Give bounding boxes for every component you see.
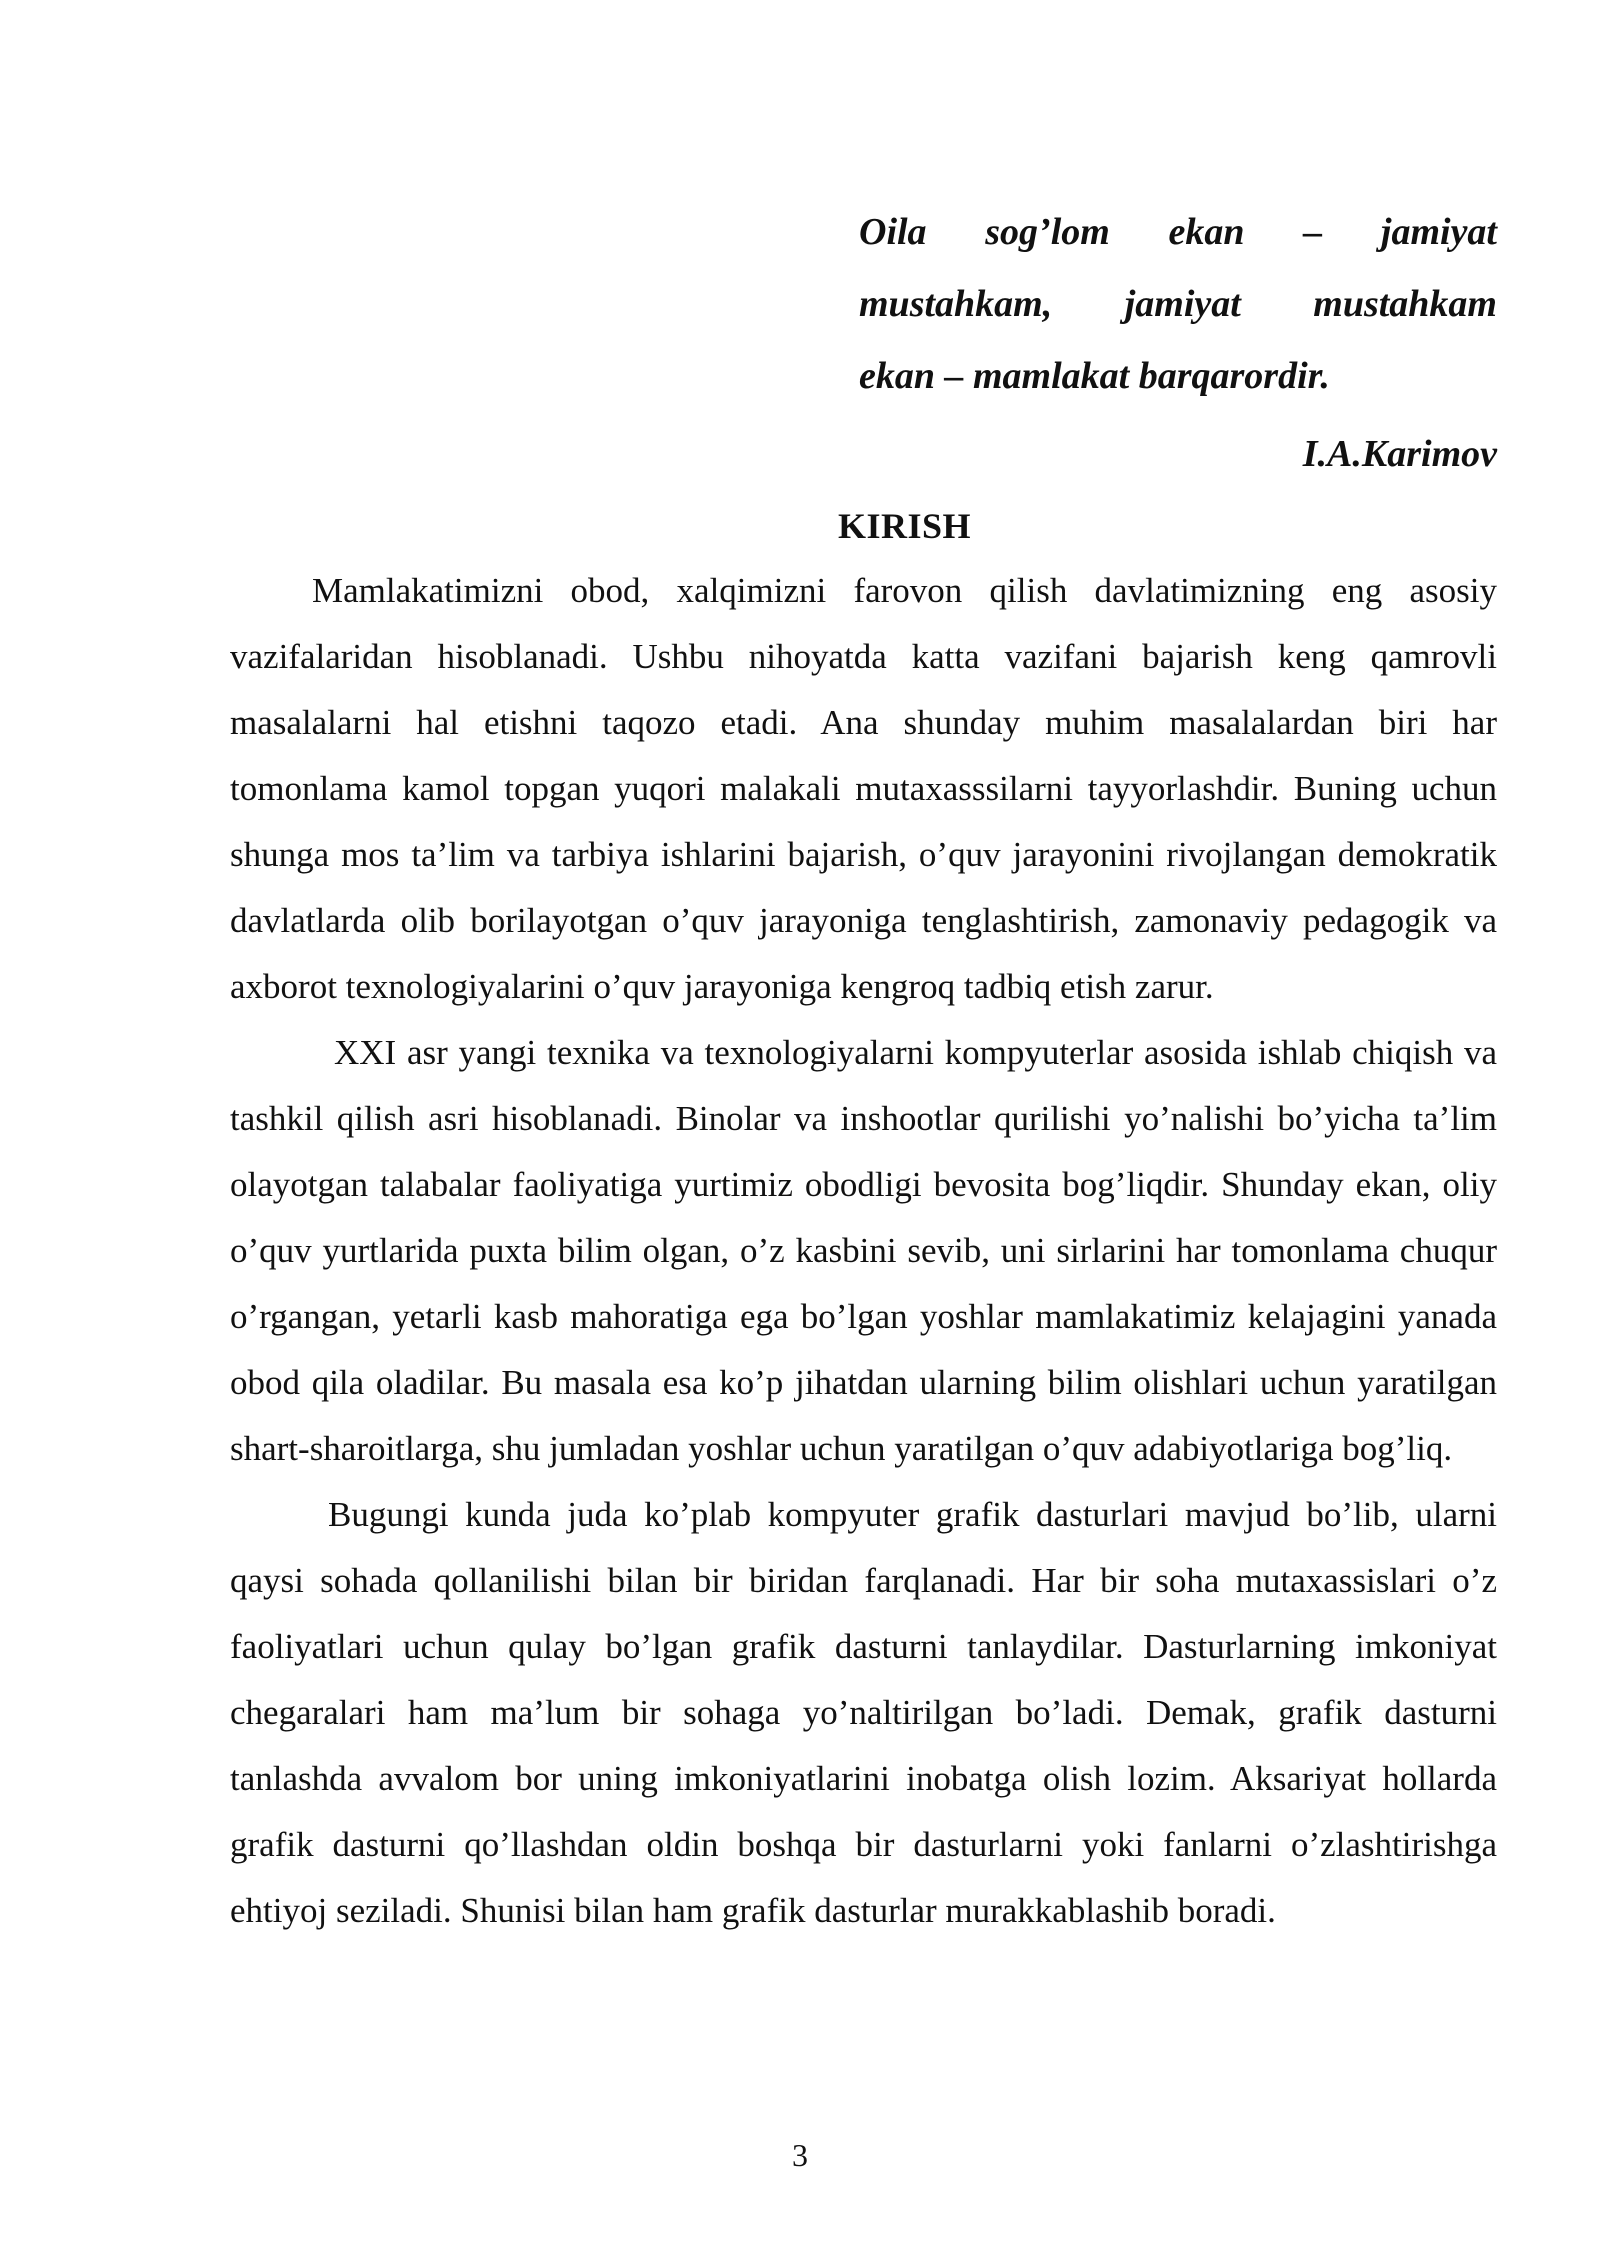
paragraph: XXI asr yangi texnika va texnologiyalarni kompyuterlar asosida ishlab chiqish va tashkil qilish asri hisoblanadi. Binolar va inshootlar qurilishi yo’nalishi bo’yicha ta’lim olayotgan talabalar faoliyatiga yurtimiz obodligi bevosita bog’liqdir. Shunday ekan, oliy o’quv yurtlarida puxta bilim olgan, o’z kasbini sevib, uni sirlarini har tomonlama chuqur o’rgangan, yetarli kasb mahoratiga ega bo’lgan yoshlar mamlakatimiz kelajagini yanada obod qila oladilar. Bu masala esa ko’p jihatdan ularning bilim olishlari uchun yaratilgan shart-sharoitlarga, shu jumladan yoshlar uchun yaratilgan o’quv adabiyotlariga bog’liq. xyxy=(230,1033,1497,1468)
epigraph-line: mustahkam, jamiyat mustahkam xyxy=(859,283,1497,325)
epigraph-author: I.A.Karimov xyxy=(1302,433,1497,475)
epigraph-line: ekan – mamlakat barqarordir. xyxy=(859,355,1330,397)
section-heading-text: KIRISH xyxy=(838,506,972,546)
epigraph xyxy=(859,196,1497,412)
document-body xyxy=(230,558,1497,1944)
page-number: 3 xyxy=(792,2137,808,2173)
epigraph-line: Oila sog’lom ekan – jamiyat xyxy=(859,211,1497,253)
paragraph: Bugungi kunda juda ko’plab kompyuter grafik dasturlari mavjud bo’lib, ularni qaysi sohada qollanilishi bilan bir biridan farqlanadi. Har bir soha mutaxassislari o’z faoliyatlari uchun qulay bo’lgan grafik dasturni tanlaydilar. Dasturlarning imkoniyat chegaralari ham ma’lum bir sohaga yo’naltirilgan bo’ladi. Demak, grafik dasturni tanlashda avvalom bor uning imkoniyatlarini inobatga olish lozim. Aksariyat hollarda grafik dasturni qo’llashdan oldin boshqa bir dasturlarni yoki fanlarni o’zlashtirishga ehtiyoj seziladi. Shunisi bilan ham grafik dasturlar murakkablashib boradi. xyxy=(230,1495,1497,1930)
paragraph: Mamlakatimizni obod, xalqimizni farovon qilish davlatimizning eng asosiy vazifalaridan hisoblanadi. Ushbu nihoyatda katta vazifani bajarish keng qamrovli masalalarni hal etishni taqozo etadi. Ana shunday muhim masalalardan biri har tomonlama kamol topgan yuqori malakali mutaxasssilarni tayyorlashdir. Buning uchun shunga mos ta’lim va tarbiya ishlarini bajarish, o’quv jarayonini rivojlangan demokratik davlatlarda olib borilayotgan o’quv jarayoniga tenglashtirish, zamonaviy pedagogik va axborot texnologiyalarini o’quv jarayoniga kengroq tadbiq etish zarur. xyxy=(230,571,1497,1006)
